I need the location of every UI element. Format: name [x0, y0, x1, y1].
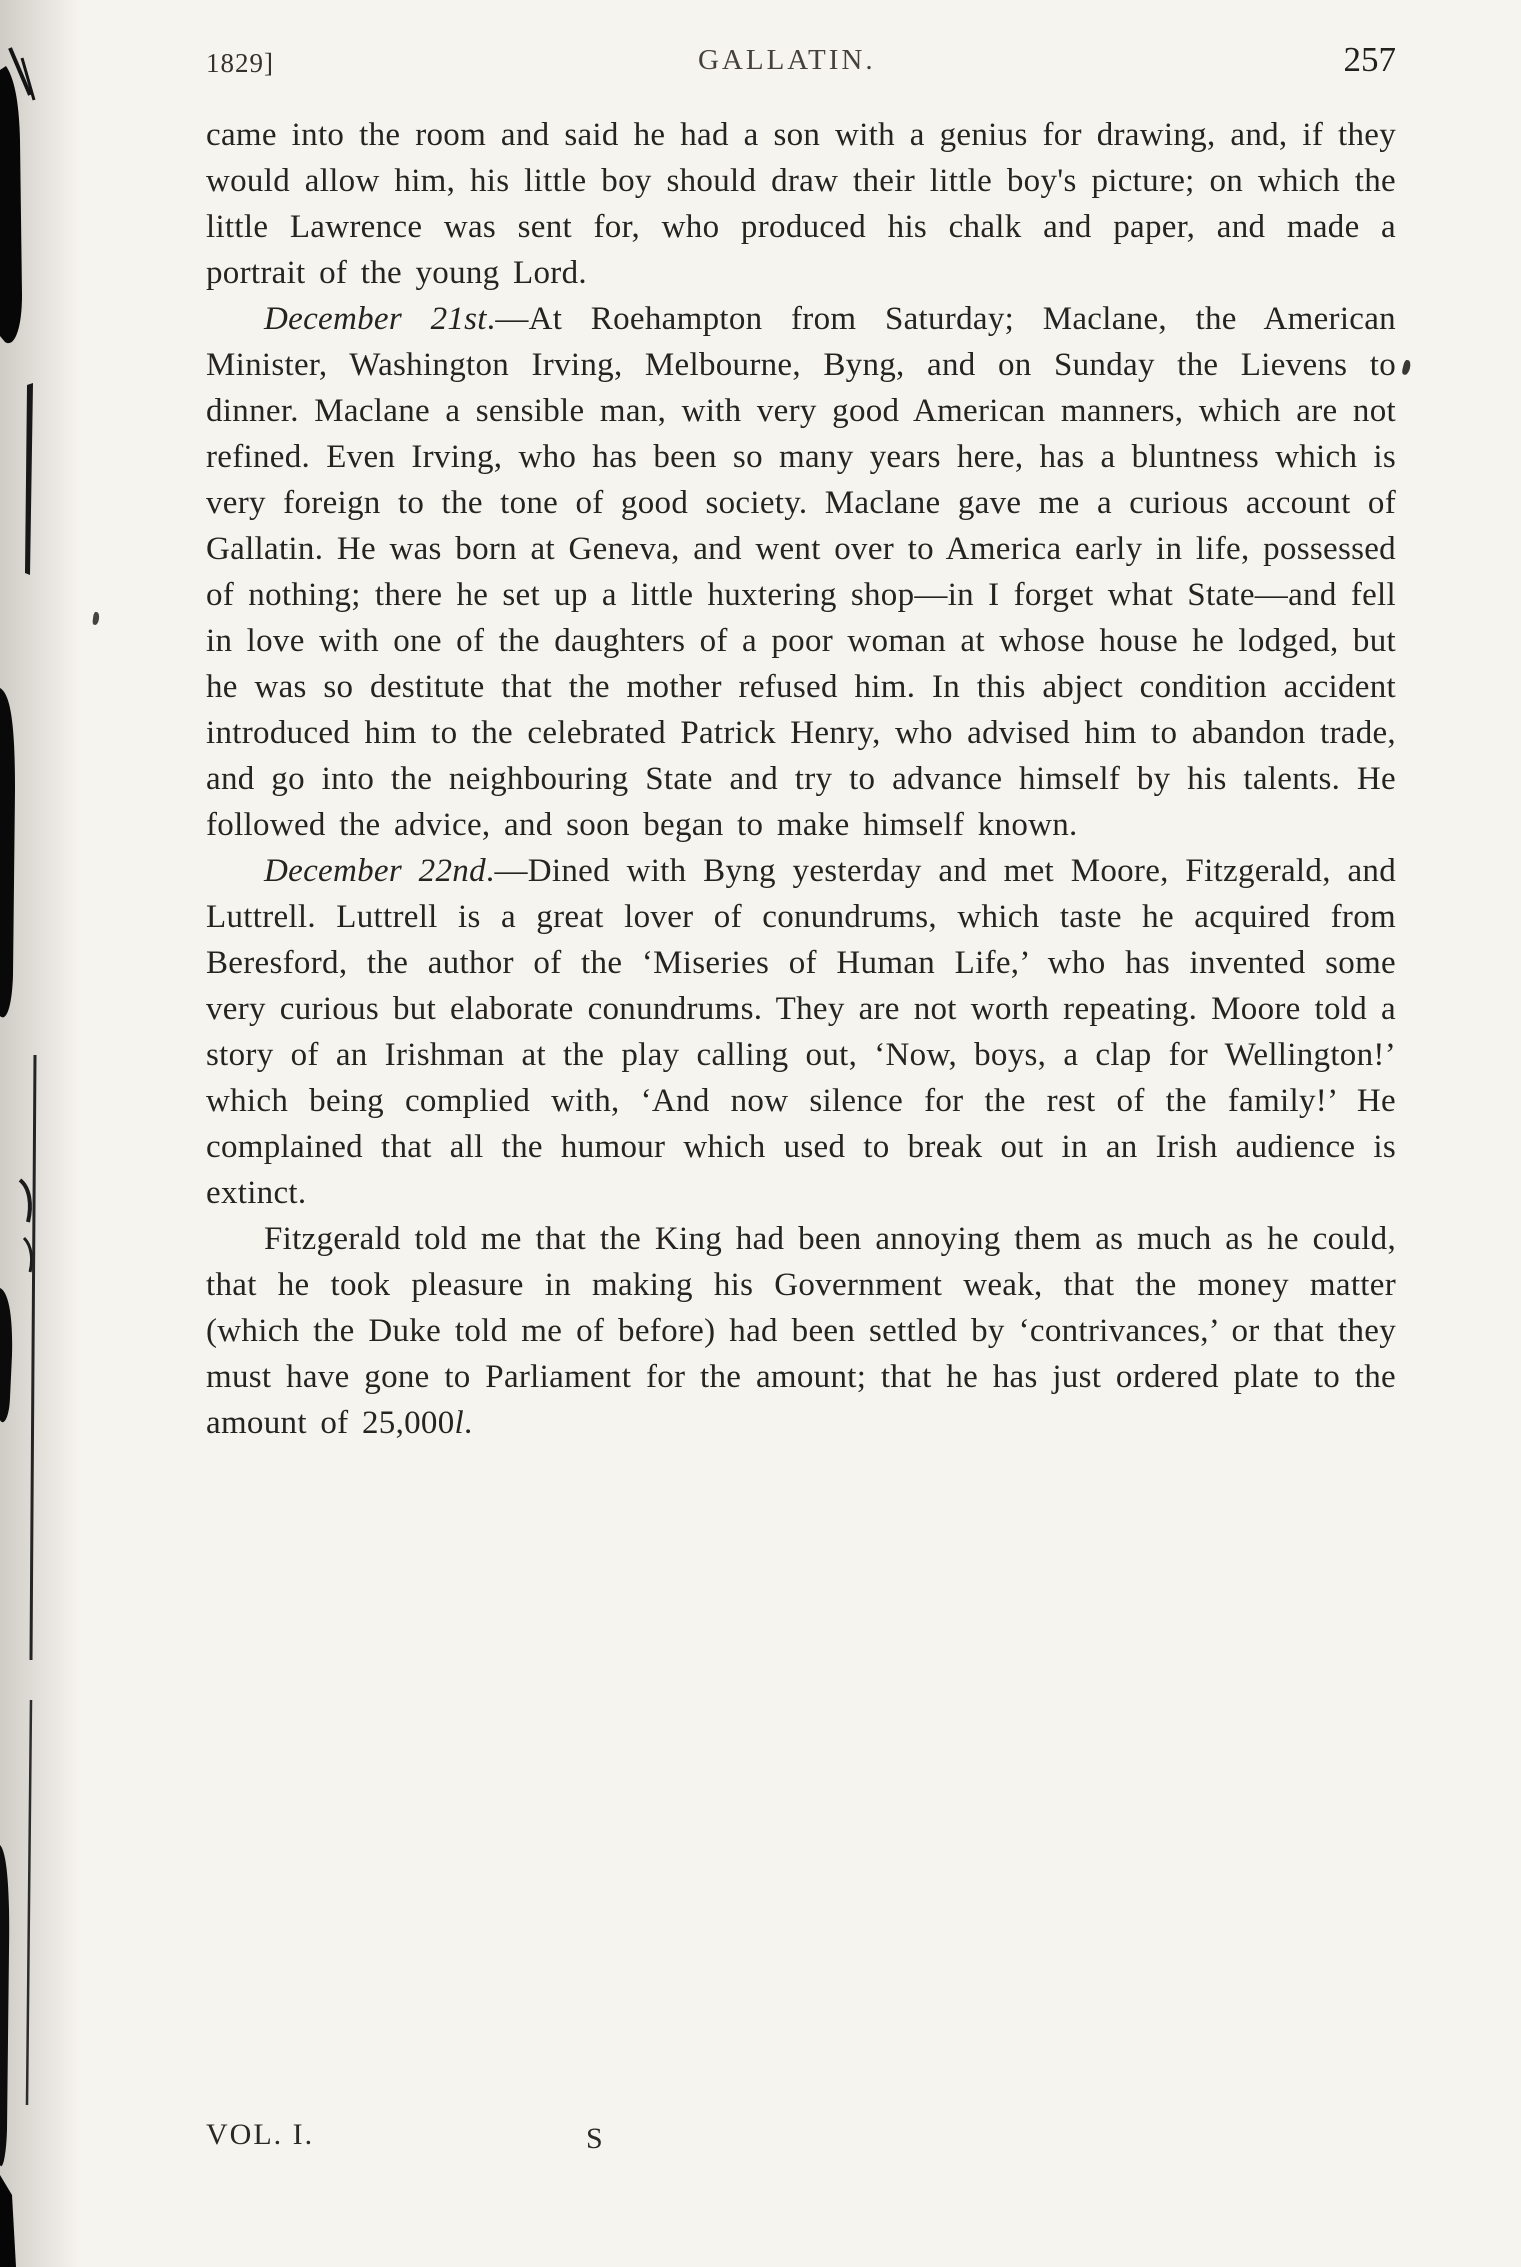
- amount-unit: l: [454, 1405, 464, 1441]
- paragraph: [206, 112, 1396, 296]
- running-title: GALLATIN.: [697, 44, 876, 76]
- page-footer: [206, 2118, 1396, 2168]
- paragraph-text: .—At Roehampton from Saturday; Maclane, the American Minister, Washington Irving, Melbourne, Byng, and on Sunday the Lievens to dinner. Maclane a sensible man, with very good American manners, which are not refined. Even Irving, who has been so many years here, has a bluntness which is very foreign to the tone of good society. Maclane gave me a curious account of Gallatin. He was born at Geneva, and went over to America early in life, possessed of nothing; there he set up a little huxtering shop—in I forget what State—and fell in love with one of the daughters of a poor woman at whose house he lodged, but he was so destitute that the mother refused him. In this abject condition accident introduced him to the celebrated Patrick Henry, who advised him to abandon trade, and go into the neighbouring State and try to advance himself by his talents. He followed the advice, and soon began to make himself known.: [206, 301, 1396, 843]
- scan-speck: [1401, 359, 1411, 375]
- paragraph: [206, 296, 1396, 848]
- header-year: 1829]: [206, 48, 274, 78]
- paragraph-text: came into the room and said he had a son with a genius for drawing, and, if they would allow him, his little boy should draw their little boy's picture; on which the little Lawrence was sent for, who produced his chalk and paper, and made a portrait of the young Lord.: [206, 117, 1396, 291]
- scan-speck: [92, 612, 100, 626]
- paragraph-end: .: [464, 1405, 473, 1441]
- paragraph: [206, 848, 1396, 1216]
- diary-date: December 22nd: [264, 853, 486, 889]
- diary-date: December 21st: [264, 301, 487, 337]
- volume-label: VOL. I.: [206, 2118, 315, 2151]
- paragraph-text: Fitzgerald told me that the King had been annoying them as much as he could, that he took pleasure in making his Government weak, that the money matter (which the Duke told me of before) had been settled by ‘contrivances,’ or that they must have gone to Parliament for the amount; that he has just ordered plate to the amount of 25,000: [206, 1221, 1396, 1441]
- paragraph: [206, 1216, 1396, 1446]
- page-body: [206, 112, 1396, 1446]
- page-number: 257: [1343, 40, 1396, 79]
- signature-mark: S: [586, 2122, 603, 2155]
- page-header: [206, 40, 1396, 84]
- paragraph-text: .—Dined with Byng yesterday and met Moore, Fitzgerald, and Luttrell. Luttrell is a great lover of conundrums, which taste he acquired from Beresford, the author of the ‘Miseries of Human Life,’ who has invented some very curious but elaborate conundrums. They are not worth repeating. Moore told a story of an Irishman at the play calling out, ‘Now, boys, a clap for Wellington!’ which being complied with, ‘And now silence for the rest of the family!’ He complained that all the humour which used to break out in an Irish audience is extinct.: [206, 853, 1396, 1211]
- binding-marks: [0, 0, 70, 2267]
